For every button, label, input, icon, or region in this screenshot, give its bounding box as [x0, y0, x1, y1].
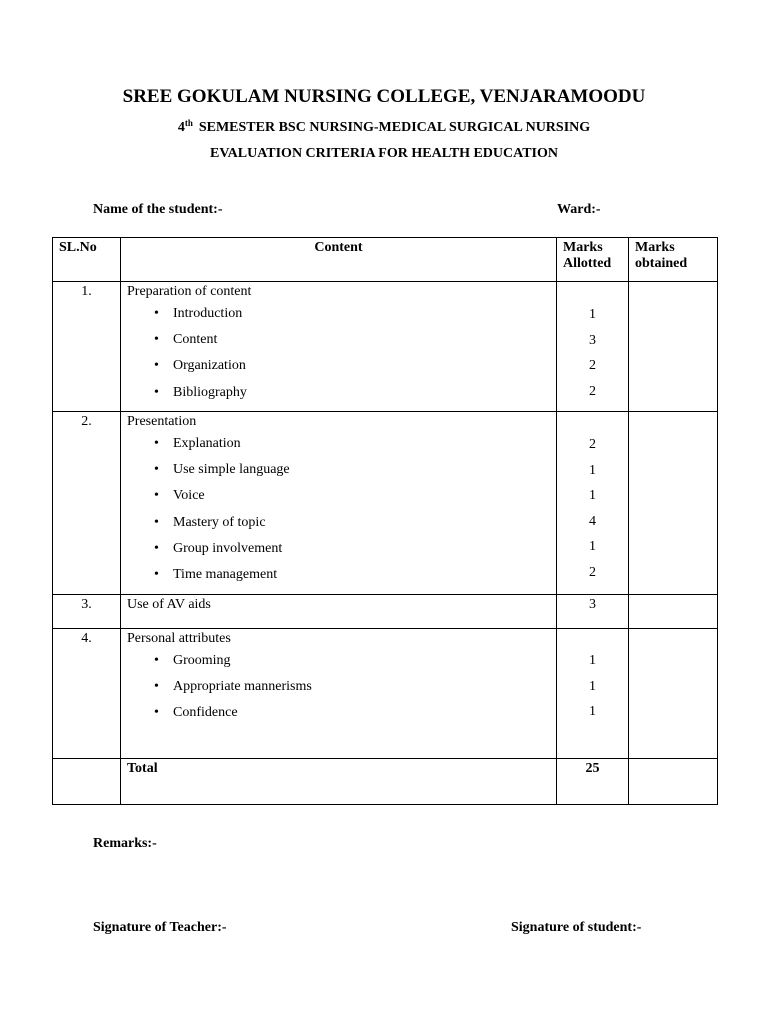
college-title: SREE GOKULAM NURSING COLLEGE, VENJARAMOODU [122, 86, 646, 107]
section-title: Preparation of content [127, 284, 252, 299]
marks-allotted-cell [557, 595, 629, 629]
form-subtitle: EVALUATION CRITERIA FOR HEALTH EDUCATION [210, 146, 558, 161]
marks-value: 2 [589, 437, 596, 452]
list-item: • Use simple language [127, 462, 556, 488]
marks-value: 1 [589, 539, 596, 554]
student-signature-label: Signature of student:- [511, 920, 642, 935]
marks-obtained-cell[interactable] [629, 629, 718, 759]
list-item: • Group involvement [127, 541, 556, 567]
list-item: • Introduction [127, 306, 556, 332]
total-label: Total [121, 759, 557, 805]
header-content: Content [121, 238, 557, 282]
marks-obtained-cell[interactable] [629, 412, 718, 595]
marks-value: 3 [589, 332, 596, 348]
list-item: • Mastery of topic [127, 515, 556, 541]
section-content [121, 282, 557, 412]
sl-number: 2. [53, 412, 121, 595]
list-item: • Content [127, 332, 556, 358]
marks-value: 1 [589, 678, 596, 694]
section-content [121, 629, 557, 759]
section-title: Presentation [127, 414, 197, 429]
ward-label: Ward:- [557, 202, 601, 217]
evaluation-table [52, 237, 718, 805]
section-content [121, 412, 557, 595]
total-row [53, 759, 718, 805]
marks-value: 2 [589, 564, 596, 580]
student-name-label: Name of the student:- [93, 202, 223, 217]
list-item: • Confidence [127, 705, 556, 731]
table-row [53, 412, 718, 595]
header-marks-obtained: Marks obtained [629, 238, 718, 282]
total-marks: 25 [557, 759, 629, 805]
list-item: • Appropriate mannerisms [127, 679, 556, 705]
list-item: • Time management [127, 567, 556, 593]
marks-value: 2 [589, 358, 596, 373]
list-item: • Bibliography [127, 385, 556, 411]
marks-value: 1 [589, 307, 596, 322]
section-title: Use of AV aids [121, 595, 557, 629]
marks-allotted-cell [557, 412, 629, 595]
sl-number: 3. [53, 595, 121, 629]
marks-obtained-cell[interactable] [629, 282, 718, 412]
marks-obtained-cell[interactable] [629, 595, 718, 629]
marks-allotted-cell [557, 282, 629, 412]
semester-title: 4th SEMESTER BSC NURSING-MEDICAL SURGICAL NURSING [177, 118, 591, 135]
list-item: • Grooming [127, 653, 556, 679]
sl-number: 4. [53, 629, 121, 759]
marks-value: 2 [589, 383, 596, 399]
marks-value: 1 [589, 704, 596, 719]
marks-value: 1 [589, 488, 596, 503]
marks-value: 3 [589, 597, 596, 612]
list-item: • Voice [127, 488, 556, 514]
table-row [53, 595, 718, 629]
marks-value: 1 [589, 653, 596, 668]
sl-number: 1. [53, 282, 121, 412]
header-marks-allotted: Marks Allotted [557, 238, 629, 282]
sl-number-empty [53, 759, 121, 805]
table-header-row [53, 238, 718, 282]
section-title: Personal attributes [127, 631, 231, 646]
marks-value: 4 [589, 513, 596, 529]
table-row [53, 282, 718, 412]
marks-allotted-cell [557, 629, 629, 759]
list-item: • Explanation [127, 436, 556, 462]
marks-value: 1 [589, 462, 596, 478]
header-sl-no: SL.No [53, 238, 121, 282]
remarks-label: Remarks:- [93, 836, 157, 851]
table-row [53, 629, 718, 759]
teacher-signature-label: Signature of Teacher:- [93, 920, 227, 935]
list-item: • Organization [127, 358, 556, 384]
total-obtained-cell[interactable] [629, 759, 718, 805]
